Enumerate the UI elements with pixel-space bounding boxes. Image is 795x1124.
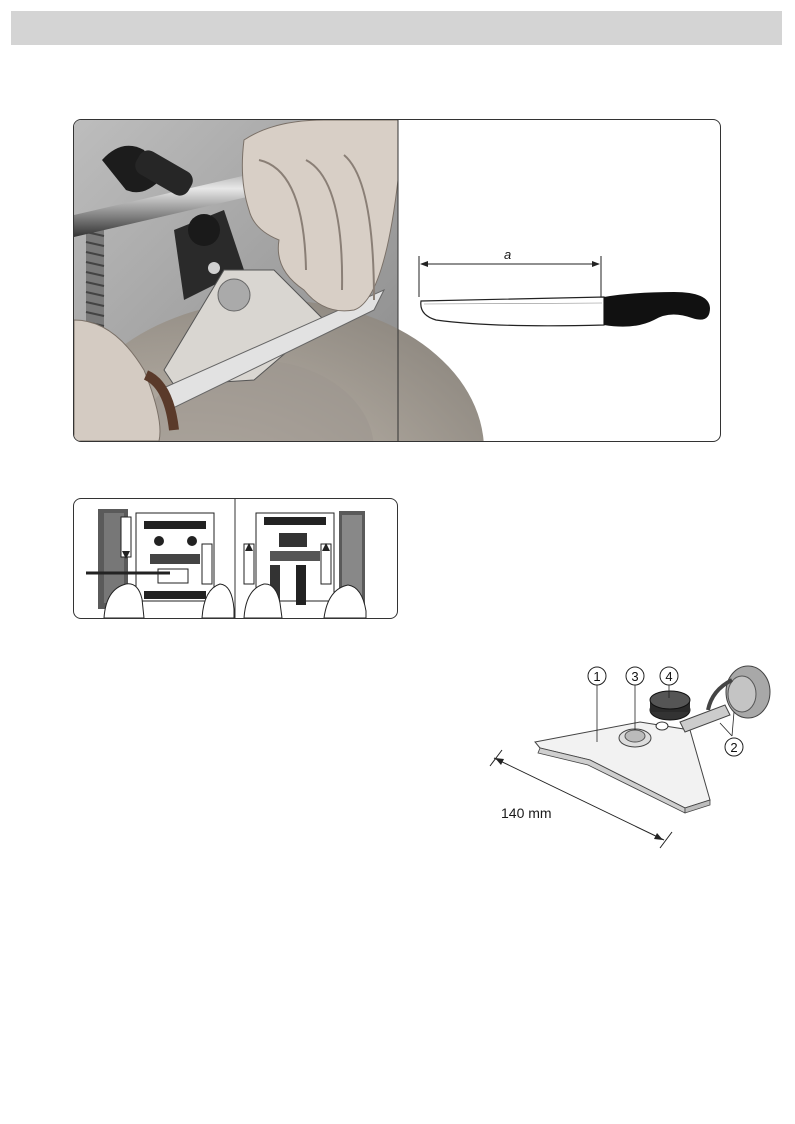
mounting-drawing-left (86, 509, 234, 618)
figure-knife-jig-panel (73, 119, 721, 442)
callout-2-label: 2 (730, 740, 738, 755)
knife-blade (421, 297, 604, 326)
callout-4-label: 4 (665, 669, 673, 684)
figure-mounting-panel (73, 498, 398, 619)
knife-handle (604, 292, 710, 327)
figure-mounting-svg (74, 499, 397, 618)
figure-jig-callouts (480, 650, 780, 850)
width-label: 140 mm (501, 805, 552, 821)
mounting-drawing-right (244, 511, 366, 618)
header-bar (11, 11, 782, 45)
dimension-label: a (504, 247, 512, 262)
jig-photo (74, 120, 484, 441)
figure-knife-jig-svg (74, 120, 720, 441)
callout-1-label: 1 (593, 669, 601, 684)
knife-diagram (419, 256, 710, 327)
callout-3-label: 3 (631, 669, 639, 684)
